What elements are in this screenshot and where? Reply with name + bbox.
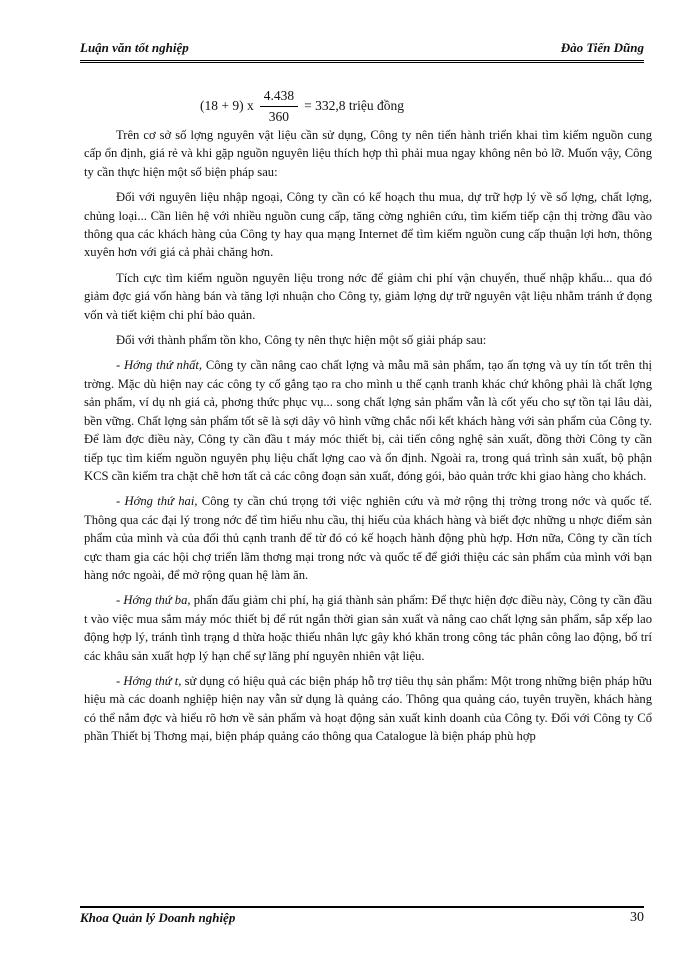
paragraph-lead: - Hớng thứ t,: [116, 673, 182, 688]
formula-fraction: [260, 88, 298, 125]
paragraph: [84, 356, 652, 485]
paragraph: [84, 188, 652, 262]
header-author-name: Đào Tiến Dũng: [560, 40, 644, 55]
paragraph: [84, 672, 652, 746]
paragraph-text: Đối với thành phẩm tồn kho, Công ty nên thực hiện một số giải pháp sau:: [116, 333, 487, 348]
footer-rule: [80, 906, 644, 908]
formula-numerator: 4.438: [260, 88, 298, 107]
paragraph-lead: - Hớng thứ hai,: [116, 494, 198, 509]
paragraph-text: phấn đấu giảm chi phí, hạ giá thành sản phẩm: Để thực hiện đợc điều này, Công ty cần đầu t vào việc mua sắm máy móc thiết bị để rút ngắn thời gian sản xuất và nâng cao chất lợng sản phẩm, sắp xếp lao động hợp lý, tránh tình trạng d thừa hoặc thiếu nhân lực gây khó khăn trong công tác phân công lao động, bố trí các khâu sản xuất hợp lý hạn chế sự lãng phí nguyên nhiên vật liệu.: [84, 593, 652, 663]
paragraph: [84, 269, 652, 324]
paragraph: [84, 331, 652, 349]
page-number: 30: [630, 910, 644, 925]
paragraph-text: sử dụng có hiệu quả các biện pháp hỗ trợ tiêu thụ sản phẩm: Một trong những biện pháp hữu hiệu mà các doanh nghiệp hiện nay vẫn sử dụng là quảng cáo. Thông qua quảng cáo, tuyên truyền, khách hàng có thể nắm đợc và hiểu rõ hơn về sản phẩm và hoạt động sản xuất kinh doanh của Công ty. Đối với Công ty Cổ phần Thiết bị Thơng mại, biện pháp quảng cáo thông qua Catalogue là biện pháp phù hợp: [84, 673, 652, 744]
paragraph-text: Đối với nguyên liệu nhập ngoại, Công ty cần có kế hoạch thu mua, dự trữ hợp lý về số lợng, chất lợng, chủng loại... Cần liên hệ với nhiều nguồn cung cấp, tăng cờng nghiên cứu, tìm kiếm tiếp cận thị trờng đầu vào thông qua các khách hàng của Công ty hay qua mạng Internet để tìm kiếm nguồn cung cấp thuận lợi hơn, thông xuyên hơn với giá cả phải chăng hơn.: [84, 190, 652, 260]
header-thesis-label: Luận văn tốt nghiệp: [80, 40, 189, 55]
paragraph-text: Trên cơ sở số lợng nguyên vật liệu cần sử dụng, Công ty nên tiến hành triển khai tìm kiếm nguồn cung cấp ổn định, giá rẻ và khi gặp nguồn nguyên liệu thích hợp thì phải mua ngay không nên bỏ lỡ. Muốn vậy, Công ty cần thực hiện một số biện pháp sau:: [84, 128, 652, 179]
formula-denominator: 360: [268, 108, 290, 124]
paragraph-text: Tích cực tìm kiếm nguồn nguyên liệu trong nớc để giảm chi phí vận chuyển, thuế nhập khẩu... qua đó giảm đợc giá vốn hàng bán và tăng lợi nhuận cho Công ty, giảm lợng dự trữ nguyên vật liệu nhằm tránh ứ đọng vốn và tiết kiệm chi phí bảo quản.: [84, 270, 652, 322]
page-header: [80, 40, 644, 60]
paragraph-lead: - Hớng thứ nhất,: [116, 358, 203, 373]
paragraph-lead: - Hớng thứ ba,: [116, 593, 191, 608]
formula-result: = 332,8 triệu đồng: [304, 98, 404, 113]
paragraph-text: Công ty cần nâng cao chất lợng và mẫu mã sản phẩm, tạo ấn tợng và uy tín tốt trên thị trờng. Mặc dù hiện nay các công ty cố gắng tạo ra cho mình u thế cạnh tranh khác chứ không phải là chất lợng sản phẩm, ví dụ nh giá cả, phơng thức phục vụ... song chất lợng sản phẩm vẫn là cốt yếu cho sự tồn tại lâu dài, bền vững. Chất lợng sản phẩm tốt sẽ là sợi dây vô hình vững chắc nối kết khách hàng với sản phẩm của Công ty. Để làm đợc điều này, Công ty cần đầu t máy móc thiết bị, cải tiến công nghệ sản xuất, đồng thời Công ty cần tiếp tục tìm kiếm nguồn nguyên phụ liệu chất lợng cao và ổn định. Ngoài ra, trong quá trình sản xuất, bộ phận KCS cần kiểm tra chặt chẽ hơn tất cả các công đoạn sản xuất, đóng gói, bảo quản trớc khi giao hàng cho khách.: [84, 358, 652, 483]
paragraph: [84, 591, 652, 665]
paragraph-text: Công ty cần chú trọng tới việc nghiên cứu và mở rộng thị trờng trong nớc và quốc tế. Thông qua các đại lý trong nớc để tìm hiểu nhu cầu, thị hiếu của khách hàng và biết đợc những u nhợc điểm sản phẩm của mình và của đối thủ cạnh tranh để từ đó có kế hoạch hành động phù hợp. Hơn nữa, Công ty cần tích cực tham gia các hội chợ triển lãm thơng mại trong nớc và quốc tế để giới thiệu các sản phẩm của mình với bạn hàng nớc ngoài, để mở rộng quan hệ làm ăn.: [84, 494, 652, 582]
formula-prefix: (18 + 9) x: [200, 98, 254, 113]
paragraph: [84, 492, 652, 584]
paragraph: [84, 126, 652, 181]
body-text: [84, 126, 652, 753]
header-rule: [80, 60, 644, 63]
footer-faculty-label: Khoa Quản lý Doanh nghiệp: [80, 910, 236, 925]
formula: [200, 86, 404, 126]
